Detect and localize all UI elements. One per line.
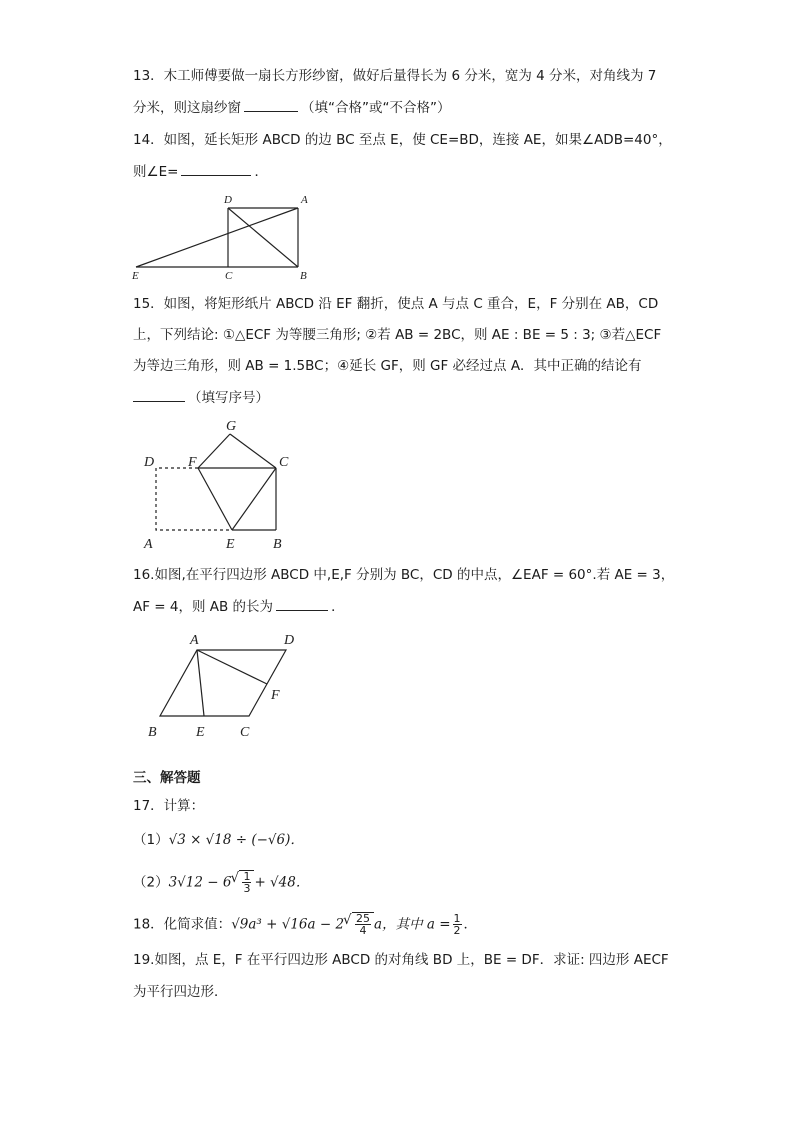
q15-label-e: E	[226, 537, 235, 552]
q18-expression-a: √9a³ + √16a − 2	[231, 916, 345, 933]
q16-label-a: A	[190, 633, 199, 648]
q17-part2-label: （2）	[133, 874, 169, 891]
q13-answer-blank[interactable]	[244, 97, 298, 112]
q17-part2-expression-b: + √48．	[254, 874, 310, 891]
q16-label-c: C	[240, 725, 250, 740]
q15-line3: 为等边三角形，则 AB = 1.5BC；④延长 GF，则 GF 必经过点 A．其中正确的结论有	[133, 358, 642, 374]
q18-end: ．	[463, 916, 478, 933]
q15-folded-part	[156, 468, 232, 530]
q13-line1: 13．木工师傅要做一扇长方形纱窗，做好后量得长为 6 分米，宽为 4 分米，对角线为 7	[133, 68, 657, 84]
q17-part2-expression-a: 3√12 − 6	[168, 874, 232, 891]
q15-segment-ec	[232, 468, 276, 530]
q14-figure	[128, 190, 328, 285]
q18-value-denominator: 2	[453, 924, 461, 937]
q16-line1: 16.如图,在平行四边形 ABCD 中,E,F 分别为 BC，CD 的中点，∠EAF = 60°.若 AE = 3，	[133, 567, 675, 583]
q19-line1: 19.如图，点 E，F 在平行四边形 ABCD 的对角线 BD 上，BE = DF．求证: 四边形 AECF	[133, 952, 669, 968]
q14-line2-text: 则∠E=	[133, 164, 179, 180]
q17-part1-label: （1）	[133, 832, 169, 848]
q13-line2-text: 分米，则这扇纱窗	[133, 100, 241, 116]
q15-label-c: C	[279, 455, 289, 470]
q16-label-b: B	[148, 725, 157, 740]
q15-line4-hint: （填写序号）	[188, 390, 269, 406]
q16-answer-blank[interactable]	[276, 596, 328, 611]
q18-expression-b: a，其中 a =	[374, 916, 451, 933]
q15-line4	[133, 387, 269, 408]
q15-label-f: F	[188, 455, 197, 470]
q16-line2	[133, 596, 345, 617]
q16-segment-af	[197, 650, 267, 684]
q18-line	[133, 912, 477, 936]
q17-part2-radical	[239, 870, 254, 894]
q14-answer-blank[interactable]	[181, 161, 251, 176]
q16-label-e: E	[196, 725, 205, 740]
q16-figure	[140, 628, 310, 743]
q18-radical	[352, 912, 374, 936]
q14-line2	[133, 161, 268, 182]
q15-label-a: A	[144, 537, 153, 552]
q18-frac-numerator: √ 25	[356, 912, 371, 925]
q15-fold-ef	[198, 468, 232, 530]
q14-segment-ea	[136, 208, 298, 267]
q15-segment-gc	[230, 434, 276, 468]
q14-line2-end: ．	[254, 164, 268, 180]
q14-line1: 14．如图，延长矩形 ABCD 的边 BC 至点 E，使 CE=BD，连接 AE，如果∠ADB=40°，	[133, 132, 672, 148]
q17-frac-numerator: √ 1	[243, 870, 251, 883]
q16-line2-end: ．	[331, 599, 345, 615]
q13-line2	[133, 97, 450, 118]
q19-line2: 为平行四边形．	[133, 984, 228, 1000]
q15-figure	[140, 414, 300, 554]
q14-label-b: B	[300, 270, 307, 282]
q18-value-numerator: 1	[453, 912, 461, 925]
q16-line2-text: AF = 4，则 AB 的长为	[133, 599, 274, 615]
q14-label-e: E	[132, 270, 139, 282]
q15-line2: 上，下列结论: ①△ECF 为等腰三角形; ②若 AB = 2BC，则 AE : BE = 5 : 3; ③若△ECF	[133, 327, 662, 343]
q17-part1	[133, 830, 304, 850]
q15-label-d: D	[144, 455, 155, 470]
q18-prefix: 18．化简求值：	[133, 916, 232, 933]
q15-segment-fg	[198, 434, 230, 468]
q17-part1-expression: √3 × √18 ÷ (−√6)．	[168, 832, 304, 848]
q16-segment-ae	[197, 650, 204, 716]
q17-title: 17．计算：	[133, 798, 205, 814]
q14-diagonal-db	[228, 208, 298, 267]
q17-frac-denominator: 3	[243, 882, 251, 895]
q14-label-d: D	[224, 194, 232, 206]
q15-line1: 15．如图，将矩形纸片 ABCD 沿 EF 翻折，使点 A 与点 C 重合，E，F 分别在 AB，CD	[133, 296, 659, 312]
q16-parallelogram	[160, 650, 286, 716]
q16-label-f: F	[271, 688, 280, 703]
q16-label-d: D	[284, 633, 295, 648]
q14-label-c: C	[225, 270, 233, 282]
section-heading: 三、解答题	[133, 770, 201, 786]
q14-label-a: A	[301, 194, 308, 206]
q15-label-b: B	[273, 537, 282, 552]
q13-line2-hint: （填“合格”或“不合格”）	[301, 100, 451, 116]
q15-label-g: G	[226, 419, 237, 434]
q15-answer-blank[interactable]	[133, 387, 185, 402]
q18-frac-denominator: 4	[359, 924, 367, 937]
q17-part2	[133, 870, 309, 894]
